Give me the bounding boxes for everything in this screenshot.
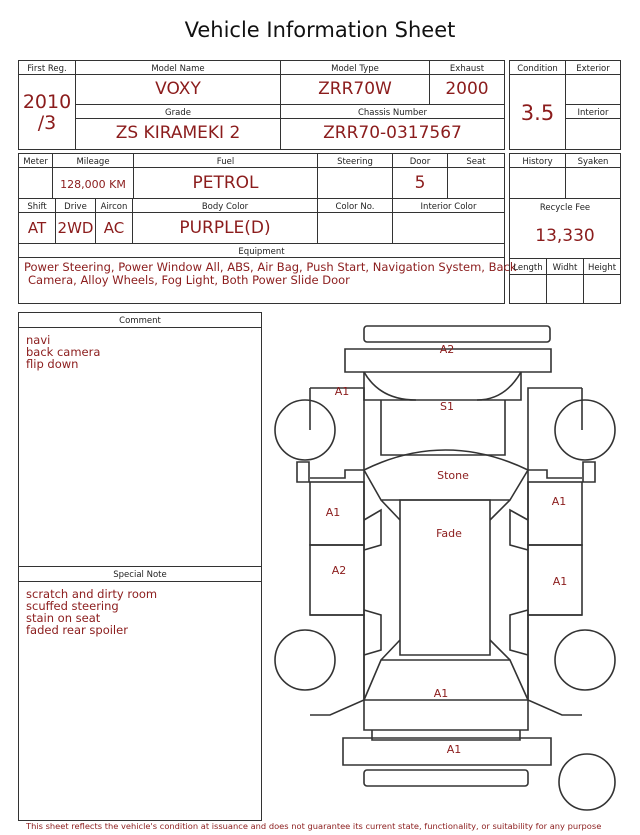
comment-line-3: flip down	[26, 357, 79, 371]
body-color-value: PURPLE(D)	[179, 218, 271, 238]
history-label: History	[522, 157, 553, 167]
exhaust-label: Exhaust	[449, 64, 485, 74]
special-note-line-4: faded rear spoiler	[26, 623, 128, 637]
mark-rear-bumper: A1	[446, 743, 462, 756]
mileage-label: Mileage	[76, 157, 110, 167]
shift-value: AT	[27, 219, 47, 237]
first-reg-year: 2010	[22, 91, 72, 113]
chassis-divider	[280, 104, 505, 119]
mark-windshield: Stone	[437, 469, 469, 482]
right-front-door	[528, 482, 582, 545]
door-value: 5	[414, 173, 426, 193]
equipment-label: Equipment	[238, 247, 285, 257]
mark-roof: Fade	[436, 527, 462, 540]
comment-header	[18, 312, 262, 328]
row1-divider	[18, 153, 505, 168]
comment-label: Comment	[119, 316, 161, 326]
interior-color-label: Interior Color	[420, 202, 477, 212]
exhaust-divider	[429, 60, 505, 75]
special-note-line-2: scuffed steering	[26, 599, 119, 613]
right-rear-window	[510, 610, 528, 655]
special-note-line-1: scratch and dirty room	[26, 587, 158, 601]
model-name-divider	[75, 60, 281, 75]
body-color-label: Body Color	[201, 202, 249, 212]
condition-value: 3.5	[520, 101, 555, 125]
color-no-label: Color No.	[335, 202, 375, 212]
history-divider	[509, 153, 621, 168]
width-label: Widht	[552, 263, 578, 273]
footer-disclaimer: This sheet reflects the vehicle's condition at issuance and does not guarantee its current state, functionality, or suitability for any purpose	[26, 821, 602, 831]
left-rear-wheel	[275, 630, 335, 690]
special-note-label: Special Note	[113, 570, 167, 580]
left-front-window	[364, 510, 381, 550]
equipment-line-2: Camera, Alloy Wheels, Fog Light, Both Power Slide Door	[28, 273, 350, 287]
shift-label: Shift	[27, 202, 47, 212]
model-name-label: Model Name	[151, 64, 205, 74]
left-rear-window	[364, 610, 381, 655]
recycle-fee-label: Recycle Fee	[539, 203, 591, 213]
first-reg-month: /3	[37, 112, 57, 134]
roof-panel	[400, 500, 490, 655]
rear-bumper-lower	[364, 770, 528, 786]
spare-wheel	[559, 754, 615, 810]
mark-rear-window: A1	[433, 687, 449, 700]
grade-label: Grade	[165, 108, 191, 118]
left-front-wheel	[275, 400, 335, 460]
exterior-label: Exterior	[576, 64, 610, 74]
exterior-divider	[565, 60, 621, 75]
right-front-wheel	[555, 400, 615, 460]
page-title: Vehicle Information Sheet	[184, 18, 456, 42]
first-reg-label: First Reg.	[27, 64, 67, 74]
rear-hatch	[364, 700, 528, 730]
left-rear-quarter	[310, 615, 364, 715]
mark-left-front-door: A1	[325, 506, 341, 519]
mileage-value: 128,000 KM	[60, 178, 126, 191]
mark-left-rear-door: A2	[331, 564, 347, 577]
right-front-window	[510, 510, 528, 550]
seat-label: Seat	[466, 157, 486, 167]
grade-value: ZS KIRAMEKI 2	[115, 123, 241, 143]
door-label: Door	[409, 157, 431, 167]
dimensions-divider	[509, 258, 621, 275]
comment-line-1: navi	[26, 333, 51, 347]
fuel-value: PETROL	[192, 173, 259, 193]
grade-divider	[75, 104, 281, 119]
model-type-value: ZRR70W	[318, 79, 392, 99]
left-mirror	[297, 462, 309, 482]
special-note-header	[18, 566, 262, 582]
left-front-fender	[310, 388, 364, 478]
mark-front-left-fender: A1	[334, 385, 350, 398]
car-diagram	[268, 318, 628, 818]
aircon-label: Aircon	[100, 202, 128, 212]
comment-line-2: back camera	[26, 345, 101, 359]
height-label: Height	[587, 263, 617, 273]
front-left-headlight-curve	[364, 372, 416, 400]
front-bumper-top-panel	[364, 326, 550, 342]
model-name-value: VOXY	[155, 79, 201, 99]
exhaust-value: 2000	[445, 79, 489, 99]
model-type-label: Model Type	[331, 64, 379, 74]
drive-label: Drive	[64, 202, 87, 212]
mark-right-front-door: A1	[551, 495, 567, 508]
interior-label: Interior	[577, 108, 609, 118]
chassis-number-label: Chassis Number	[357, 108, 428, 118]
recycle-fee-value: 13,330	[535, 226, 595, 246]
condition-label: Condition	[517, 64, 558, 74]
mark-front-bumper: A2	[439, 343, 455, 356]
condition-divider	[509, 60, 566, 75]
equipment-divider	[18, 243, 505, 258]
length-label: Length	[513, 263, 543, 273]
interior-divider	[565, 104, 621, 119]
aircon-value: AC	[103, 219, 125, 237]
meter-label: Meter	[23, 157, 48, 167]
steering-label: Steering	[337, 157, 373, 167]
mark-right-rear-door: A1	[552, 575, 568, 588]
mark-hood: S1	[440, 400, 454, 413]
drive-value: 2WD	[57, 219, 94, 237]
front-right-headlight-curve	[477, 372, 521, 400]
syaken-label: Syaken	[577, 157, 609, 167]
row2-divider	[18, 198, 505, 213]
right-rear-wheel	[555, 630, 615, 690]
recycle-fee-cell	[509, 198, 621, 259]
equipment-line-1: Power Steering, Power Window All, ABS, Air Bag, Push Start, Navigation System, Back	[24, 260, 517, 274]
left-rear-door	[310, 545, 364, 615]
model-type-divider	[280, 60, 430, 75]
first-reg-divider	[18, 60, 76, 75]
chassis-number-value: ZRR70-0317567	[323, 123, 462, 143]
fuel-label: Fuel	[216, 157, 235, 167]
right-mirror	[583, 462, 595, 482]
special-note-line-3: stain on seat	[26, 611, 101, 625]
